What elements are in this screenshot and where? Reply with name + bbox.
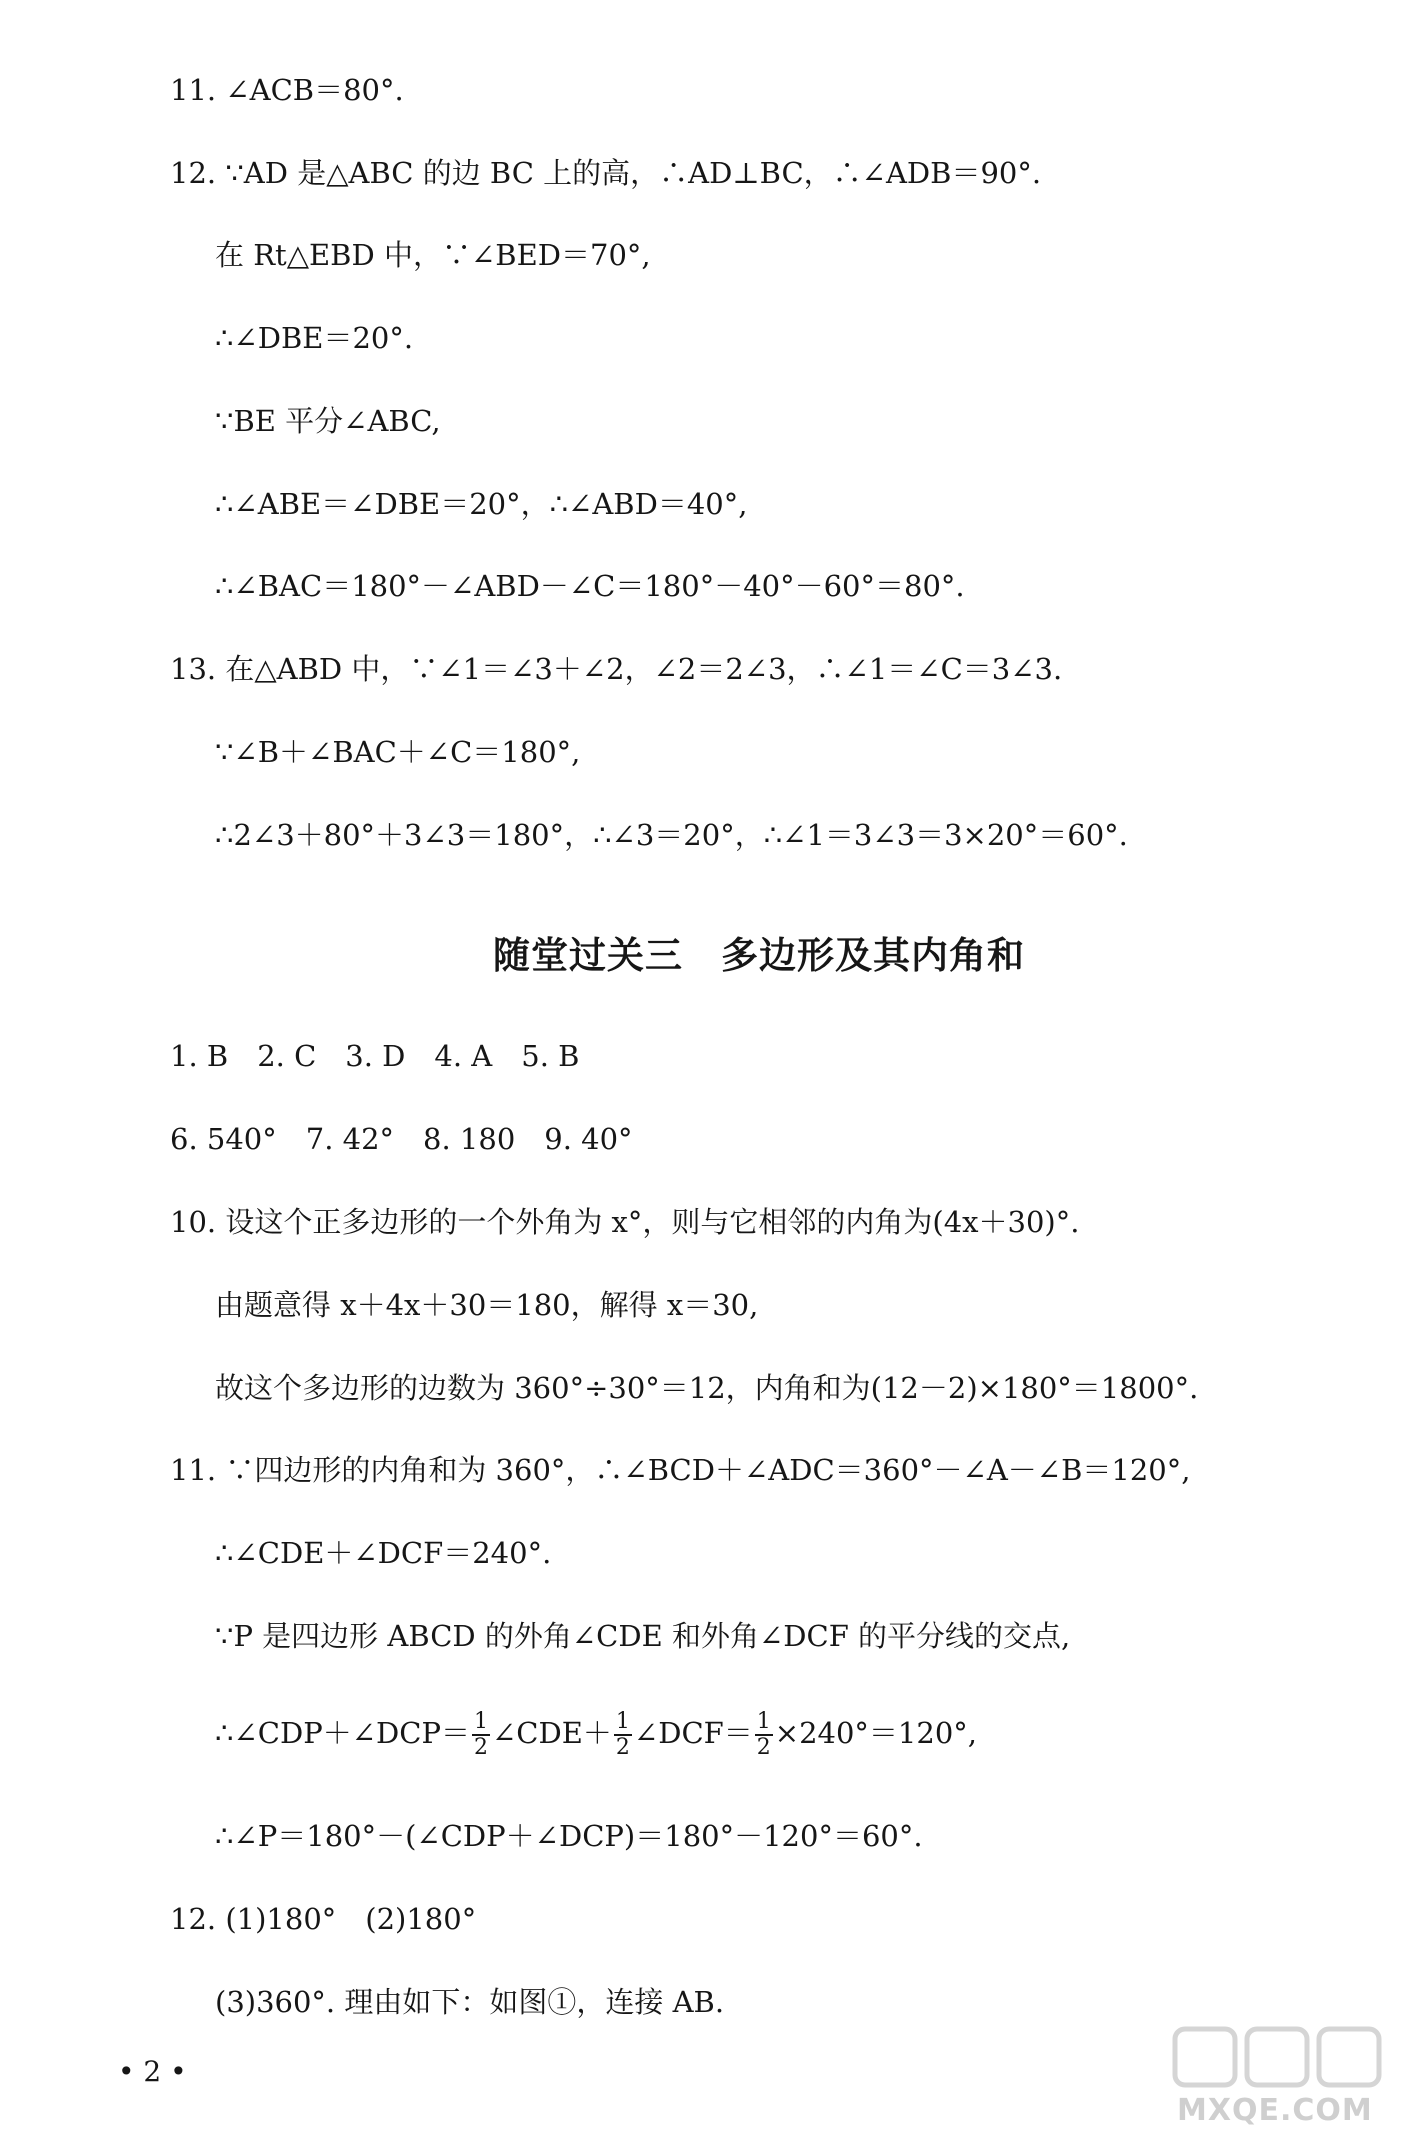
answer-13-line-1: 13. 在△ABD 中，∵∠1＝∠3＋∠2，∠2＝2∠3，∴∠1＝∠C＝3∠3. xyxy=(170,652,1063,686)
answer-12-line-5: ∴∠ABE＝∠DBE＝20°，∴∠ABD＝40°, xyxy=(215,487,748,521)
answer-10-line-1: 10. 设这个正多边形的一个外角为 x°，则与它相邻的内角为(4x＋30)°. xyxy=(170,1205,1080,1239)
answer-11b-line-4 xyxy=(215,1710,977,1760)
answer-12-line-1: 12. ∵AD 是△ABC 的边 BC 上的高，∴AD⊥BC，∴∠ADB＝90°. xyxy=(170,156,1042,190)
answer-12-line-3: ∴∠DBE＝20°. xyxy=(215,321,414,355)
page-number: • 2 • xyxy=(118,2055,187,2088)
answer-11b-line-5: ∴∠P＝180°－(∠CDP＋∠DCP)＝180°－120°＝60°. xyxy=(215,1819,923,1853)
fraction-expression-part-c: ∠DCF＝ xyxy=(633,1716,753,1750)
answer-13-line-2: ∵∠B＋∠BAC＋∠C＝180°, xyxy=(215,735,581,769)
answer-12-line-2: 在 Rt△EBD 中，∵∠BED＝70°, xyxy=(215,238,651,272)
answer-12-line-4: ∵BE 平分∠ABC, xyxy=(215,404,441,438)
fraction-expression-part-b: ∠CDE＋ xyxy=(491,1716,612,1750)
answer-11b-line-3: ∵P 是四边形 ABCD 的外角∠CDE 和外角∠DCF 的平分线的交点, xyxy=(215,1619,1071,1653)
choice-answers-line: 1. B 2. C 3. D 4. A 5. B xyxy=(170,1039,580,1073)
fraction-half-3: $\frac{1}{2}$ xyxy=(756,1709,771,1760)
fraction-half-2: $\frac{1}{2}$ xyxy=(615,1709,630,1760)
answer-11b-line-2: ∴∠CDE＋∠DCF＝240°. xyxy=(215,1536,552,1570)
watermark-logo xyxy=(1167,2023,1397,2133)
fraction-half-1: $\frac{1}{2}$ xyxy=(473,1709,488,1760)
answer-10-line-2: 由题意得 x＋4x＋30＝180，解得 x＝30, xyxy=(215,1288,759,1322)
watermark-text: MXQE.COM xyxy=(1177,2093,1373,2128)
answer-11b-line-1: 11. ∵四边形的内角和为 360°，∴∠BCD＋∠ADC＝360°－∠A－∠B＝120°, xyxy=(170,1453,1191,1487)
answer-10-line-3: 故这个多边形的边数为 360°÷30°＝12，内角和为(12－2)×180°＝1800°. xyxy=(215,1371,1199,1405)
fraction-expression-part-a: ∴∠CDP＋∠DCP＝ xyxy=(215,1716,470,1750)
fill-answers-line: 6. 540° 7. 42° 8. 180 9. 40° xyxy=(170,1122,633,1156)
answer-12b-line-2: (3)360°. 理由如下：如图①，连接 AB. xyxy=(215,1985,725,2019)
section-heading: 随堂过关三 多边形及其内角和 xyxy=(493,934,1025,977)
answer-12b-line-1: 12. (1)180° (2)180° xyxy=(170,1902,477,1936)
fraction-expression-part-d: ×240°＝120°, xyxy=(774,1716,977,1750)
answer-12-line-6: ∴∠BAC＝180°－∠ABD－∠C＝180°－40°－60°＝80°. xyxy=(215,569,965,603)
answer-13-line-3: ∴2∠3＋80°＋3∠3＝180°，∴∠3＝20°，∴∠1＝3∠3＝3×20°＝60°. xyxy=(215,818,1128,852)
answer-11-line: 11. ∠ACB＝80°. xyxy=(170,73,404,107)
